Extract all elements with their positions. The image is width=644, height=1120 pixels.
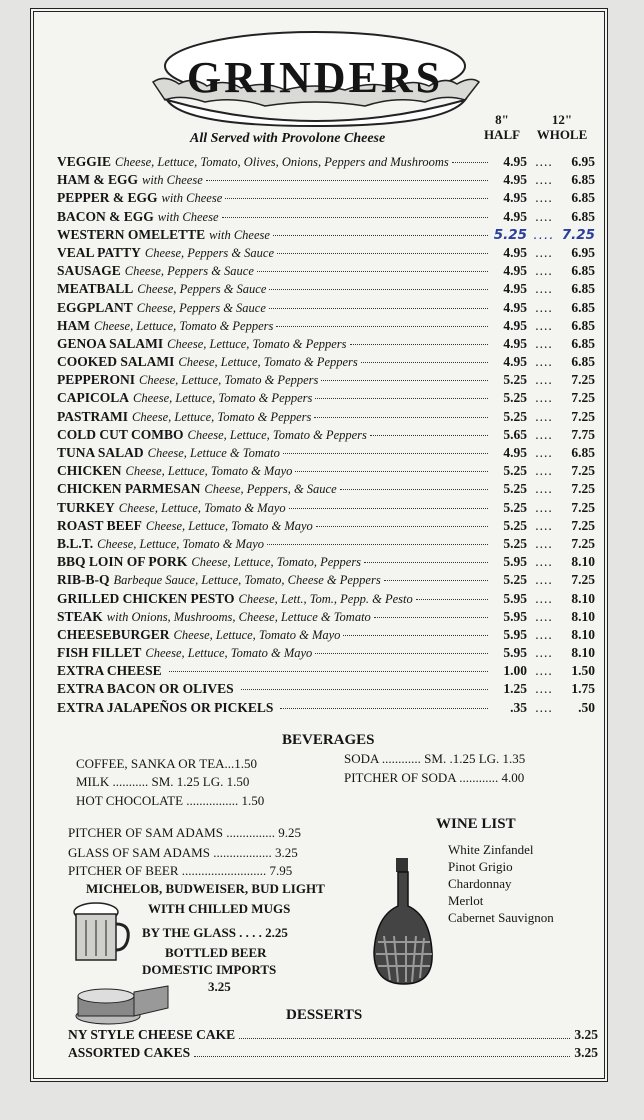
item-description: Cheese, Peppers & Sauce — [136, 300, 266, 315]
dessert-price: 3.25 — [574, 1045, 598, 1060]
item-description: Cheese, Lettuce, Tomato & Peppers — [94, 318, 274, 333]
leader-dots — [276, 326, 488, 327]
price-separator: .... — [535, 645, 553, 661]
price-half: 4.95 — [503, 172, 527, 188]
item-name: EXTRA BACON OR OLIVES — [57, 681, 234, 697]
leader-dots — [343, 635, 488, 636]
cake-icon — [72, 978, 172, 1026]
item-description: Cheese, Lettuce, Tomato & Peppers — [178, 355, 358, 370]
price-half: 5.95 — [503, 590, 527, 606]
wine-item: Pinot Grigio — [448, 859, 513, 874]
leader-dots — [315, 653, 488, 654]
price-whole: 7.25 — [571, 372, 595, 388]
item-name: VEAL PATTY — [57, 244, 141, 260]
price-separator: .... — [535, 517, 553, 533]
price-separator: .... — [535, 699, 553, 715]
wine-item: Merlot — [448, 893, 484, 908]
price-half: 4.95 — [503, 263, 527, 279]
menu-item-row — [57, 463, 595, 481]
leader-dots — [241, 689, 488, 690]
item-name: COOKED SALAMI — [57, 354, 175, 370]
menu-item-row — [57, 172, 595, 190]
price-half: 4.95 — [503, 190, 527, 206]
price-separator: .... — [535, 463, 553, 479]
item-description: Cheese, Lettuce, Tomato & Mayo — [125, 464, 293, 479]
item-description: with Cheese — [157, 209, 219, 224]
leader-dots — [370, 435, 488, 436]
item-name: VEGGIE — [57, 154, 112, 169]
price-whole: 7.25 — [571, 517, 595, 533]
menu-item-row — [57, 518, 595, 536]
price-half: 5.25 — [503, 499, 527, 515]
item-description: Cheese, Lettuce, Tomato & Mayo — [145, 518, 313, 533]
price-separator: .... — [535, 190, 553, 206]
price-whole: 1.75 — [571, 681, 595, 697]
hot-chocolate-line: HOT CHOCOLATE ................ 1.50 — [76, 793, 265, 808]
dessert-row — [68, 1045, 598, 1061]
dessert-name: NY STYLE CHEESE CAKE — [68, 1027, 236, 1042]
price-whole: 6.85 — [571, 317, 595, 333]
item-name: CHICKEN — [57, 463, 122, 479]
price-half: 4.95 — [503, 208, 527, 224]
item-description: Cheese, Lettuce, Tomato & Peppers — [139, 373, 319, 388]
menu-item-row — [57, 281, 595, 299]
price-whole: 7.25 — [571, 390, 595, 406]
chilled-mugs: WITH CHILLED MUGS — [148, 901, 291, 916]
leader-dots — [206, 180, 488, 181]
menu-item-row — [57, 263, 595, 281]
price-whole: 8.10 — [571, 590, 595, 606]
price-half: 5.95 — [503, 608, 527, 624]
item-name: CHICKEN PARMESAN — [57, 481, 201, 497]
price-whole: 1.50 — [571, 663, 595, 679]
item-description: Cheese, Lettuce & Tomato — [147, 446, 280, 460]
price-separator: .... — [535, 481, 553, 497]
menu-item-row — [57, 409, 595, 427]
menu-title: GRINDERS — [186, 53, 444, 102]
price-half: 5.25 — [503, 408, 527, 424]
pitcher-sam-line: PITCHER OF SAM ADAMS ............... 9.25 — [68, 825, 301, 840]
price-half: 1.00 — [503, 663, 527, 679]
menu-item-row — [57, 318, 595, 336]
item-description: Cheese, Lettuce, Tomato & Peppers — [187, 427, 367, 442]
leader-dots — [273, 235, 488, 236]
menu-item-row — [57, 154, 595, 172]
wine-heading: WINE LIST — [436, 816, 516, 832]
item-description: with Cheese — [209, 227, 270, 242]
price-half: 5.95 — [503, 626, 527, 642]
item-name: BACON & EGG — [57, 208, 154, 224]
glass-sam-line: GLASS OF SAM ADAMS .................. 3.25 — [68, 845, 298, 860]
leader-dots — [295, 471, 488, 472]
price-separator: .... — [535, 354, 553, 370]
price-separator: .... — [535, 554, 553, 570]
leader-dots — [340, 489, 488, 490]
price-half: 5.25 — [503, 535, 527, 551]
price-whole: 7.25 — [571, 572, 595, 588]
item-description: Cheese, Lettuce, Tomato, Olives, Onions, Peppers and Mushrooms — [115, 155, 449, 169]
price-separator: .... — [535, 426, 553, 442]
leader-dots — [321, 380, 488, 381]
price-half: 5.95 — [503, 645, 527, 661]
price-whole: 7.25 — [571, 499, 595, 515]
price-whole: 6.85 — [571, 281, 595, 297]
price-half: 1.25 — [503, 681, 527, 697]
menu-item-row — [57, 336, 595, 354]
item-description: Cheese, Lett., Tom., Pepp. & Pesto — [238, 591, 413, 606]
grinder-list — [57, 154, 595, 718]
item-name: CHEESEBURGER — [57, 626, 170, 642]
item-name: CAPICOLA — [57, 390, 130, 406]
price-whole: .50 — [578, 699, 595, 715]
item-name: PEPPERONI — [57, 372, 136, 388]
wine-item: Chardonnay — [448, 876, 512, 891]
price-half: 5.25 — [503, 372, 527, 388]
menu-item-row — [57, 681, 595, 699]
price-whole: 6.85 — [571, 172, 595, 188]
item-description: with Cheese — [161, 191, 223, 206]
menu-item-row — [57, 481, 595, 499]
price-half: 5.95 — [503, 554, 527, 570]
price-whole: 7.25 — [571, 535, 595, 551]
price-whole: 6.95 — [571, 244, 595, 260]
menu-item-row — [57, 390, 595, 408]
soda-line: SODA ............ SM. .1.25 LG. 1.35 — [344, 751, 526, 766]
item-name: PASTRAMI — [57, 408, 129, 424]
item-name: HAM — [57, 317, 90, 333]
beer-mug-icon — [70, 900, 130, 966]
beer-brands: MICHELOB, BUDWEISER, BUD LIGHT — [86, 881, 325, 896]
leader-dots — [225, 198, 488, 199]
item-name: COLD CUT COMBO — [57, 426, 184, 442]
leader-dots — [289, 508, 488, 509]
leader-dots — [280, 708, 488, 709]
price-separator: .... — [535, 590, 553, 606]
menu-item-row — [57, 245, 595, 263]
price-half: 4.95 — [503, 317, 527, 333]
wine-item: White Zinfandel — [448, 842, 534, 857]
price-whole: 7.25 — [561, 226, 595, 243]
price-half: 5.25 — [503, 390, 527, 406]
price-separator: .... — [535, 244, 553, 260]
leader-dots — [222, 217, 488, 218]
item-name: EXTRA CHEESE — [57, 663, 162, 679]
item-name: B.L.T. — [57, 535, 94, 551]
bottled-price: 3.25 — [208, 979, 231, 994]
price-separator: .... — [535, 663, 553, 679]
item-name: RIB-B-Q — [57, 572, 110, 588]
item-description: with Cheese — [142, 173, 203, 188]
leader-dots — [416, 599, 488, 600]
pitcher-beer-line: PITCHER OF BEER .......................... 7.95 — [68, 863, 293, 878]
dessert-name: ASSORTED CAKES — [68, 1045, 191, 1060]
price-separator: .... — [535, 499, 553, 515]
leader-dots — [384, 580, 488, 581]
menu-item-row — [57, 609, 595, 627]
col-whole-header: 12" WHOLE — [536, 112, 588, 142]
leader-dots — [374, 617, 488, 618]
leader-dots — [316, 526, 488, 527]
leader-dots — [269, 308, 488, 309]
price-separator: .... — [535, 535, 553, 551]
menu-item-row — [57, 300, 595, 318]
price-half: 4.95 — [503, 335, 527, 351]
item-name: ROAST BEEF — [57, 517, 142, 533]
item-description: Cheese, Lettuce, Tomato & Mayo — [97, 536, 265, 551]
price-separator: .... — [535, 626, 553, 642]
coffee-line: COFFEE, SANKA OR TEA...1.50 — [76, 756, 258, 771]
item-name: STEAK — [57, 608, 103, 624]
price-separator: .... — [535, 299, 553, 315]
price-half: 4.95 — [503, 154, 527, 169]
menu-item-row — [57, 627, 595, 645]
menu-item-row — [57, 209, 595, 227]
item-description: Cheese, Lettuce, Tomato & Mayo — [173, 627, 341, 642]
menu-item-row — [57, 554, 595, 572]
price-separator: .... — [535, 608, 553, 624]
leader-dots — [169, 671, 488, 672]
col-half-header: 8" HALF — [483, 112, 521, 142]
menu-subtitle: All Served with Provolone Cheese — [190, 131, 386, 146]
item-description: Cheese, Peppers & Sauce — [137, 282, 267, 297]
price-whole: 7.25 — [571, 463, 595, 479]
price-whole: 7.25 — [571, 481, 595, 497]
price-separator: .... — [535, 281, 553, 297]
menu-item-row — [57, 445, 595, 463]
price-whole: 8.10 — [571, 554, 595, 570]
milk-line: MILK ........... SM. 1.25 LG. 1.50 — [76, 774, 250, 789]
menu-item-row — [57, 591, 595, 609]
item-description: Cheese, Lettuce, Tomato, Peppers — [191, 555, 362, 570]
menu-item-row — [57, 663, 595, 681]
price-whole: 7.25 — [571, 408, 595, 424]
price-whole: 6.85 — [571, 445, 595, 460]
price-half: 5.25 — [493, 226, 527, 243]
leader-dots — [257, 271, 488, 272]
item-name: PEPPER & EGG — [57, 190, 158, 206]
menu-item-row — [57, 572, 595, 590]
item-description: Barbeque Sauce, Lettuce, Tomato, Cheese & Peppers — [113, 573, 381, 588]
price-half: 5.25 — [503, 572, 527, 588]
price-separator: .... — [535, 390, 553, 406]
leader-dots — [364, 562, 488, 563]
item-name: HAM & EGG — [57, 172, 138, 188]
leader-dots — [314, 417, 488, 418]
leader-dots — [315, 398, 488, 399]
menu-item-row — [57, 427, 595, 445]
price-whole: 8.10 — [571, 608, 595, 624]
price-separator: .... — [533, 226, 555, 243]
item-description: Cheese, Lettuce, Tomato & Peppers — [132, 409, 312, 424]
price-separator: .... — [535, 572, 553, 588]
item-name: WESTERN OMELETTE — [57, 226, 206, 242]
menu-item-row — [57, 372, 595, 390]
price-separator: .... — [535, 445, 553, 460]
leader-dots — [452, 162, 488, 163]
bottled-beer: BOTTLED BEER — [165, 945, 267, 960]
price-whole: 6.85 — [571, 299, 595, 315]
item-name: GRILLED CHICKEN PESTO — [57, 590, 235, 606]
price-whole: 6.95 — [571, 154, 595, 169]
item-name: EGGPLANT — [57, 299, 133, 315]
item-name: SAUSAGE — [57, 263, 121, 279]
item-description: with Onions, Mushrooms, Cheese, Lettuce & Tomato — [106, 609, 371, 624]
price-half: 4.95 — [503, 354, 527, 370]
menu-item-row — [57, 227, 595, 245]
leader-dots — [267, 544, 488, 545]
item-description: Cheese, Peppers, & Sauce — [204, 482, 337, 497]
menu-item-row — [57, 700, 595, 718]
price-separator: .... — [535, 317, 553, 333]
wine-list — [448, 841, 554, 926]
price-half: .35 — [510, 699, 527, 715]
item-name: TUNA SALAD — [57, 445, 144, 460]
price-whole: 6.85 — [571, 354, 595, 370]
price-half: 5.65 — [503, 426, 527, 442]
item-description: Cheese, Peppers & Sauce — [144, 245, 275, 260]
grinder-banner — [145, 22, 485, 130]
price-whole: 8.10 — [571, 626, 595, 642]
item-name: TURKEY — [57, 499, 115, 515]
price-separator: .... — [535, 372, 553, 388]
price-separator: .... — [535, 408, 553, 424]
pitcher-soda-line: PITCHER OF SODA ............ 4.00 — [344, 770, 525, 785]
item-description: Cheese, Lettuce, Tomato & Mayo — [145, 646, 313, 661]
item-description: Cheese, Lettuce, Tomato & Peppers — [167, 336, 347, 351]
wine-item: Cabernet Sauvignon — [448, 910, 554, 925]
leader-dots — [361, 362, 488, 363]
menu-item-row — [57, 190, 595, 208]
price-separator: .... — [535, 154, 553, 169]
desserts-heading: DESSERTS — [286, 1007, 363, 1023]
item-name: BBQ LOIN OF PORK — [57, 554, 188, 570]
price-separator: .... — [535, 681, 553, 697]
leader-dots — [269, 289, 488, 290]
dessert-price: 3.25 — [574, 1027, 598, 1042]
price-half: 4.95 — [503, 299, 527, 315]
price-separator: .... — [535, 208, 553, 224]
price-half: 4.95 — [503, 445, 527, 460]
item-name: EXTRA JALAPEÑOS OR PICKELS — [57, 699, 274, 715]
price-separator: .... — [535, 263, 553, 279]
leader-dots — [283, 453, 488, 454]
menu-item-row — [57, 645, 595, 663]
menu-item-row — [57, 500, 595, 518]
price-whole: 8.10 — [571, 645, 595, 661]
beverages-heading: BEVERAGES — [282, 732, 375, 748]
domestic-imports: DOMESTIC IMPORTS — [142, 962, 277, 977]
item-description: Cheese, Peppers & Sauce — [124, 264, 254, 279]
item-name: FISH FILLET — [57, 645, 142, 661]
price-separator: .... — [535, 172, 553, 188]
price-half: 4.95 — [503, 281, 527, 297]
item-name: MEATBALL — [57, 281, 134, 297]
price-half: 5.25 — [503, 517, 527, 533]
price-whole: 6.85 — [571, 190, 595, 206]
price-whole: 6.85 — [571, 208, 595, 224]
by-the-glass: BY THE GLASS . . . . 2.25 — [142, 925, 288, 940]
price-whole: 7.75 — [571, 426, 595, 442]
wine-bottle-icon — [370, 856, 438, 988]
menu-item-row — [57, 536, 595, 554]
leader-dots — [277, 253, 488, 254]
price-half: 5.25 — [503, 463, 527, 479]
price-half: 5.25 — [503, 481, 527, 497]
price-whole: 6.85 — [571, 263, 595, 279]
price-half: 4.95 — [503, 244, 527, 260]
item-name: GENOA SALAMI — [57, 335, 164, 351]
price-whole: 6.85 — [571, 335, 595, 351]
leader-dots — [350, 344, 488, 345]
price-separator: .... — [535, 335, 553, 351]
item-description: Cheese, Lettuce, Tomato & Mayo — [118, 500, 286, 515]
menu-item-row — [57, 354, 595, 372]
item-description: Cheese, Lettuce, Tomato & Peppers — [133, 391, 313, 406]
